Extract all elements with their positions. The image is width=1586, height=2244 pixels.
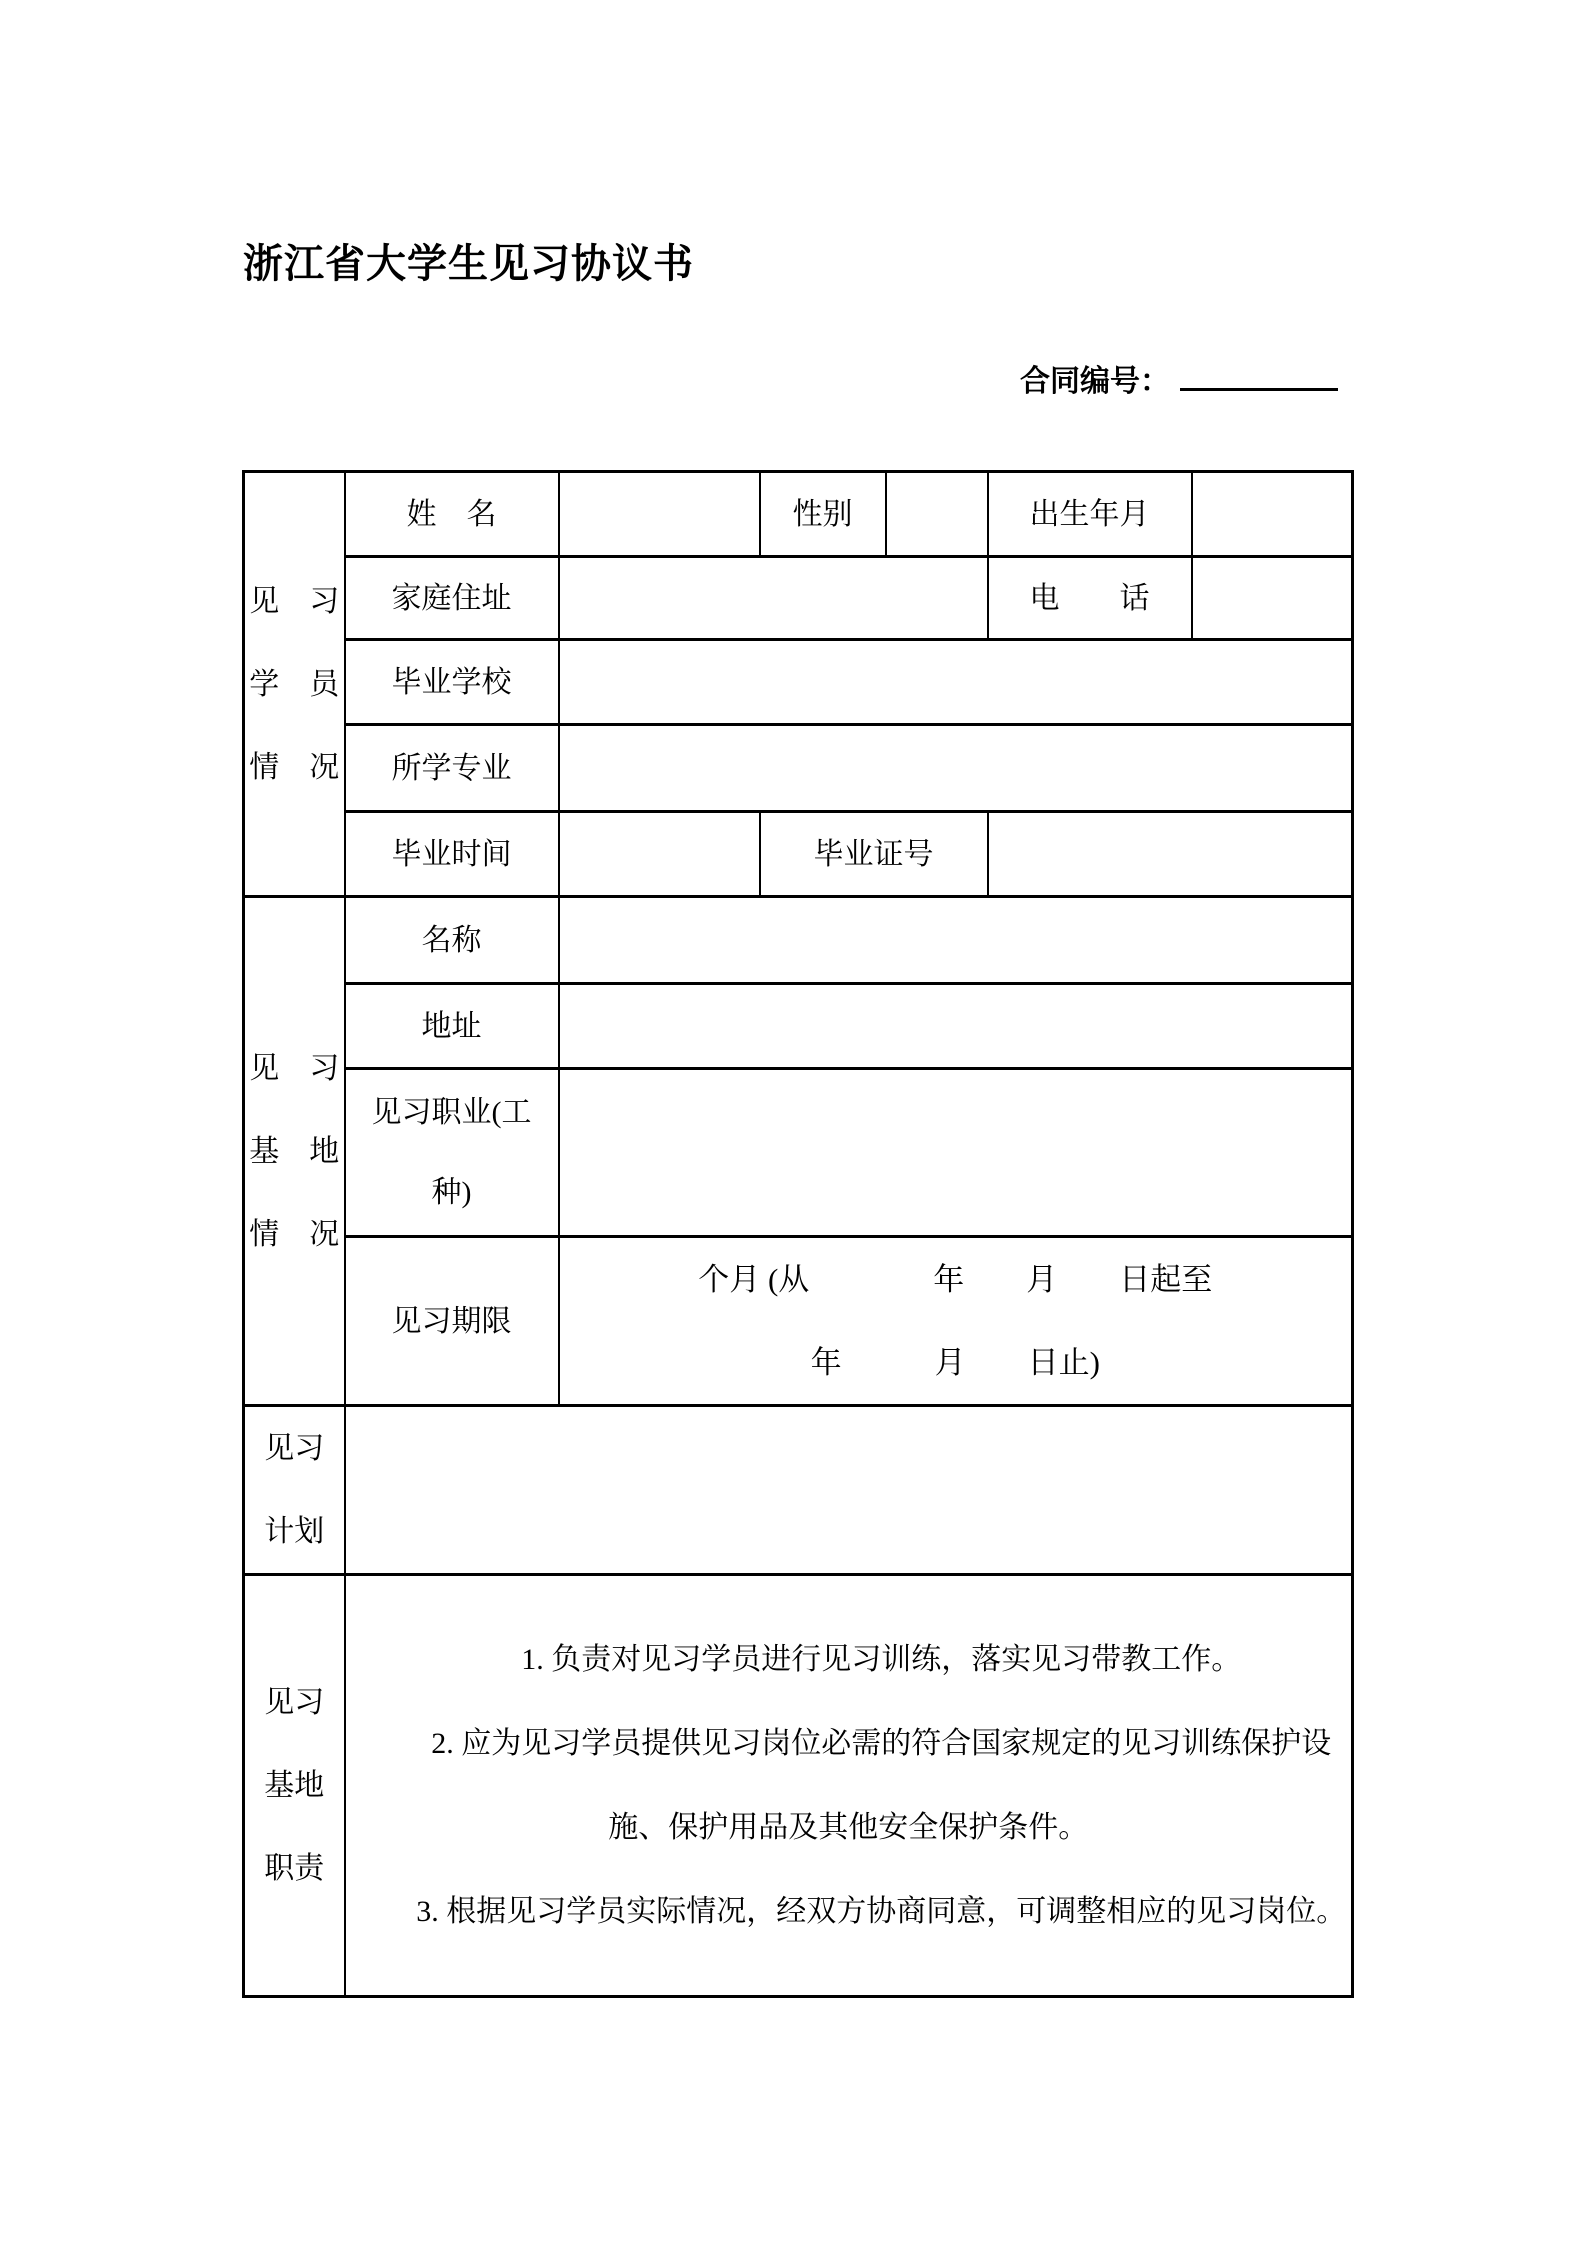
contract-number-label: 合同编号： <box>1020 365 1170 398</box>
duties-section-label-line1: 见习 <box>264 1686 325 1719</box>
plan-section-label-line2: 计划 <box>264 1515 325 1548</box>
base-address-value-cell <box>559 984 1353 1069</box>
period-label-cell: 见习期限 <box>345 1237 559 1406</box>
trainee-section-label-line1: 见 习 <box>249 584 340 618</box>
school-value-cell <box>559 640 1353 725</box>
gender-value-cell <box>886 472 988 557</box>
duty-item-3: 3. 根据见习学员实际情况，经双方协商同意，可调整相应的见习岗位。 <box>416 1894 1347 1928</box>
gender-label-cell: 性别 <box>760 472 886 557</box>
base-section-label-line2: 基 地 <box>249 1134 340 1168</box>
document-title: 浙江省大学生见习协议书 <box>243 241 694 286</box>
period-line2: 年 月 日止) <box>810 1345 1100 1380</box>
duties-section-label-line3: 职责 <box>264 1852 325 1885</box>
birth-date-label-cell: 出生年月 <box>988 472 1192 557</box>
duties-content-cell <box>345 1575 1353 1997</box>
major-value-cell <box>559 725 1353 812</box>
base-address-label-cell: 地址 <box>345 984 559 1069</box>
plan-section-label <box>244 1406 345 1575</box>
duty-item-1: 1. 负责对见习学员进行见习训练，落实见习带教工作。 <box>521 1642 1242 1676</box>
base-name-value-cell <box>559 897 1353 984</box>
base-name-label-cell: 名称 <box>345 897 559 984</box>
graduation-date-value-cell <box>559 812 760 897</box>
plan-section-label-line1: 见习 <box>264 1432 325 1465</box>
period-line1: 个月 (从 年 月 日起至 <box>698 1262 1213 1297</box>
plan-content-cell <box>345 1406 1353 1575</box>
duties-section-label-line2: 基地 <box>264 1769 325 1802</box>
contract-number-row <box>1020 352 1338 400</box>
diploma-number-label-cell: 毕业证号 <box>760 812 988 897</box>
trainee-section-label-line3: 情 况 <box>249 750 340 784</box>
duty-item-2: 2. 应为见习学员提供见习岗位必需的符合国家规定的见习训练保护设施、保护用品及其他安全保护条件。 <box>431 1726 1332 1844</box>
base-section-label <box>244 897 345 1406</box>
contract-number-line <box>1180 352 1338 391</box>
occupation-value-cell <box>559 1069 1353 1237</box>
graduation-date-label-cell: 毕业时间 <box>345 812 559 897</box>
school-label-cell: 毕业学校 <box>345 640 559 725</box>
trainee-section-label-line2: 学 员 <box>249 667 340 701</box>
phone-label-cell: 电 话 <box>988 557 1192 640</box>
base-section-label-line3: 情 况 <box>249 1217 340 1251</box>
agreement-table <box>242 470 1354 1998</box>
trainee-section-label <box>244 472 345 897</box>
period-value-cell <box>559 1237 1353 1406</box>
duties-section-label <box>244 1575 345 1997</box>
base-section-label-line1: 见 习 <box>249 1051 340 1085</box>
major-label-cell: 所学专业 <box>345 725 559 812</box>
home-address-label-cell: 家庭住址 <box>345 557 559 640</box>
name-label-cell: 姓 名 <box>345 472 559 557</box>
home-address-value-cell <box>559 557 988 640</box>
occupation-label: 见习职业(工种) <box>371 1095 532 1209</box>
name-value-cell <box>559 472 760 557</box>
phone-value-cell <box>1192 557 1353 640</box>
occupation-label-cell <box>345 1069 559 1237</box>
birth-date-value-cell <box>1192 472 1353 557</box>
diploma-number-value-cell <box>988 812 1353 897</box>
